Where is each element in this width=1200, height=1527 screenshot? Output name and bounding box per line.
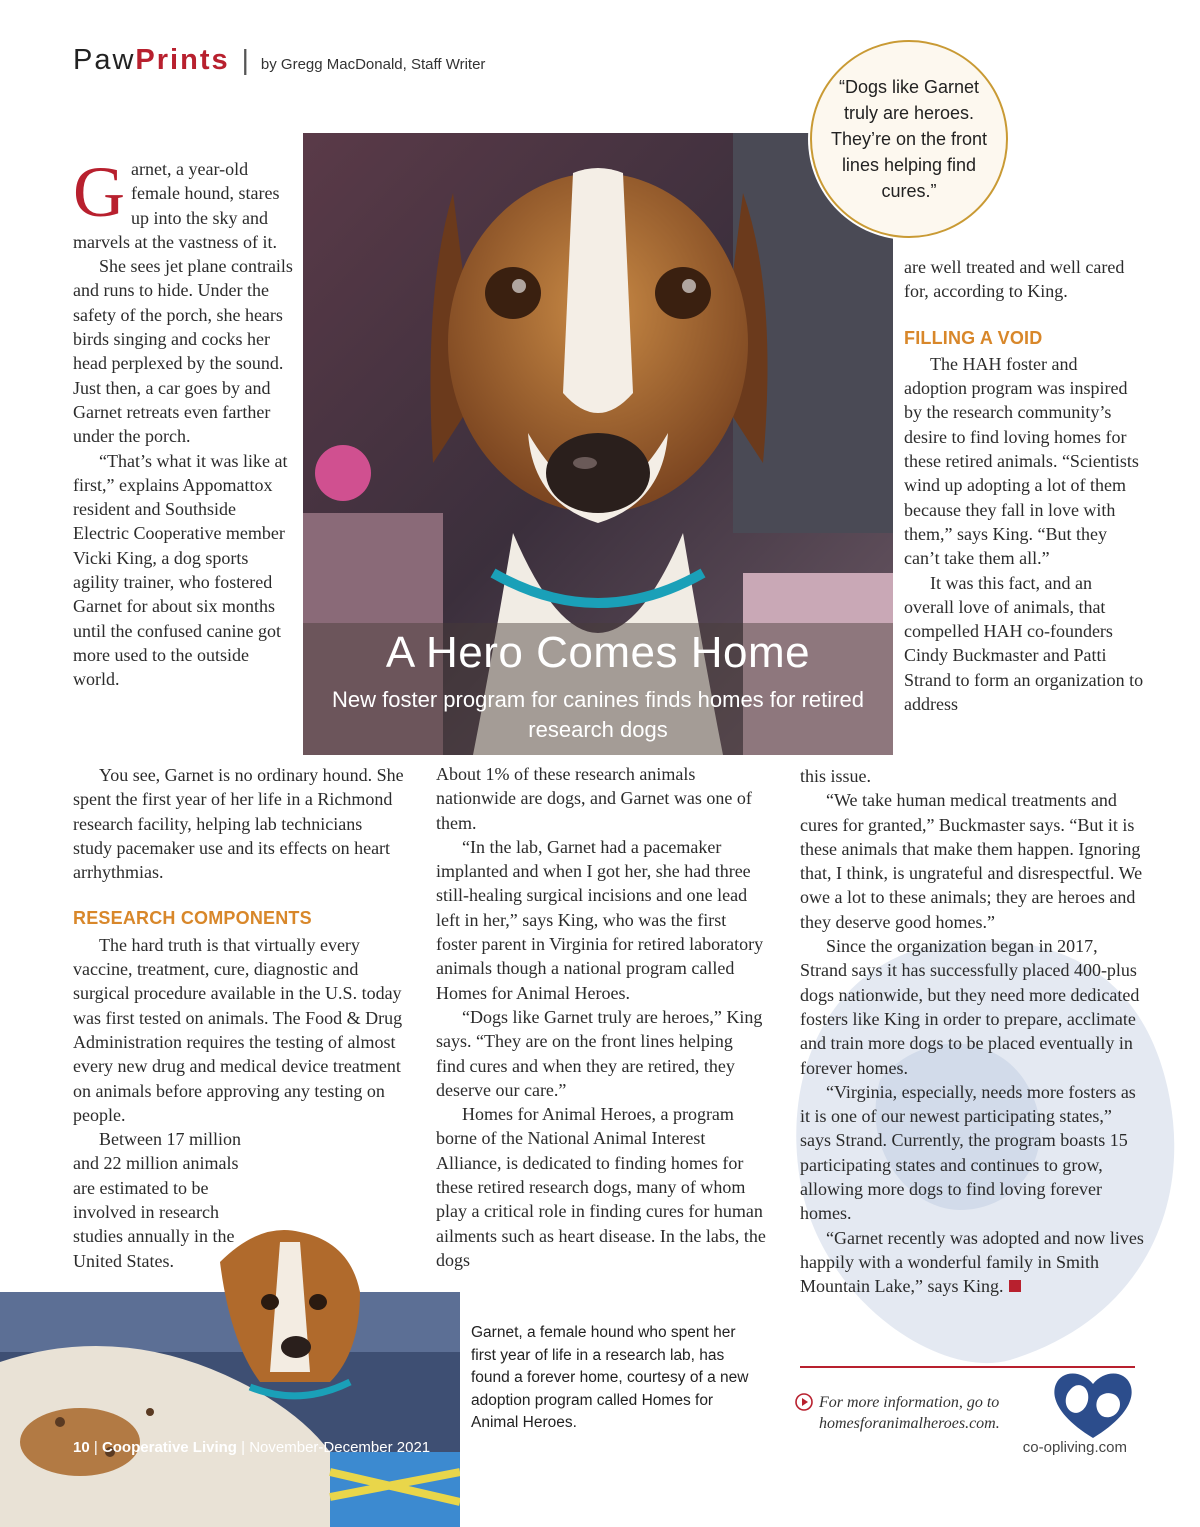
paragraph: She sees jet plane contrails and runs to hide. Under the safety of the porch, she hears birds singing and cocks her head perplexed by the sound. Just then, a car goes by and Garnet retreats even farther under the porch. <box>73 256 293 447</box>
garnet-lying-photo <box>0 1222 460 1527</box>
paragraph: It was this fact, and an overall love of animals, that compelled HAH co-founders Cindy Buckmaster and Patti Strand to form an organization to address <box>904 572 1144 715</box>
article-column-3-bottom <box>800 764 1145 1299</box>
paragraph: You see, Garnet is no ordinary hound. She spent the first year of her life in a Richmond research facility, helping lab technicians study pacemaker use and its effects on heart arrhythmias. <box>73 765 404 883</box>
paragraph: “We take human medical treatments and cures for granted,” Buckmaster says. “But it is these animals that make them happen. Ignoring that, I think, is ungrateful and disrespectful. We owe a lot to these animals; they are heroes and they deserve good homes.” <box>800 790 1143 932</box>
page-header <box>73 44 485 77</box>
article-column-1-bottom <box>73 763 405 1273</box>
section-heading-void: FILLING A VOID <box>904 327 1043 348</box>
paragraph: The hard truth is that virtually every vaccine, treatment, cure, diagnostic and surgical procedure available in the U.S. today was first tested on animals. The Food & Drug Administration requires the testing of almost every new drug and medical device treatment on animals before approving any testing on people. <box>73 934 403 1125</box>
pull-quote: “Dogs like Garnet truly are heroes. They’re on the front lines helping find cures.” <box>810 40 1008 238</box>
byline: by Gregg MacDonald, Staff Writer <box>260 56 486 73</box>
paragraph: “In the lab, Garnet had a pacemaker implanted and when I got her, she had three still-healing surgical incisions and one lead left in her,” says King, who was the first foster parent in Virginia for retired laboratory animals though a national program called Homes for Animal Heroes. <box>436 836 764 1003</box>
hound-lying-illustration <box>0 1222 460 1527</box>
footer-left: 10 | Cooperative Living | November-December 2021 <box>73 1439 431 1456</box>
paragraph: Between 17 million and 22 million animals are estimated to be involved in research studies annually in the United States. <box>73 1129 241 1271</box>
paragraph: “Dogs like Garnet truly are heroes,” King says. “They are on the front lines helping find cures and when they are retired, they deserve our care.” <box>436 1006 763 1100</box>
article-title: A Hero Comes Home <box>385 628 811 677</box>
article-subtitle: New foster program for canines finds homes for retired research dogs <box>332 687 864 742</box>
paragraph: Since the organization began in 2017, Strand says it has successfully placed 400-plus dogs nationwide, but they need more dedicated fosters like King in order to prepare, acclimate and train more dogs to be placed eventually in forever homes. <box>800 936 1140 1078</box>
article-column-1-top <box>73 152 295 692</box>
issue-date: November-December 2021 <box>249 1439 431 1456</box>
paragraph-final: “Garnet recently was adopted and now lives happily with a wonderful family in Smith Mountain Lake,” says King. <box>800 1227 1144 1297</box>
header-separator: | <box>241 44 249 75</box>
hero-photo <box>303 133 893 755</box>
drop-cap: G <box>73 152 125 232</box>
play-icon <box>795 1393 813 1411</box>
paragraph: are well treated and well cared for, according to King. <box>904 257 1125 302</box>
homes-for-animal-heroes-logo <box>1050 1368 1136 1440</box>
more-info <box>795 1392 1055 1434</box>
paragraph-intro: Garnet, a year-old female hound, stares up into the sky and marvels at the vastness of it. <box>73 152 280 252</box>
section-heading-research: RESEARCH COMPONENTS <box>73 908 312 929</box>
paragraph: About 1% of these research animals nationwide are dogs, and Garnet was one of them. <box>436 764 752 833</box>
brand-prints: Prints <box>135 44 230 76</box>
footer-website[interactable]: co-opliving.com <box>1022 1439 1127 1456</box>
brand-paw: Paw <box>73 44 136 76</box>
end-mark-icon <box>1009 1280 1021 1292</box>
paragraph: The HAH foster and adoption program was inspired by the research community’s desire to find loving homes for these retired animals. “Scientists wind up adopting a lot of them because they fall in love with them,” says King. “But they can’t take them all.” <box>904 353 1139 569</box>
paragraph: “That’s what it was like at first,” explains Appomattox resident and Southside Electric Cooperative member Vicki King, a dog sports agility trainer, who fostered Garnet for about six months until the confused canine got more used to the outside world. <box>73 450 288 690</box>
paragraph: “Virginia, especially, needs more fosters as it is one of our newest participating states,” says Strand. Currently, the program boasts 15 participating states and continues to grow, allowing more dogs to find loving forever homes. <box>800 1081 1136 1224</box>
publication-name: Cooperative Living <box>101 1439 237 1456</box>
paragraph: this issue. <box>800 766 872 786</box>
more-info-link[interactable]: homesforanimalheroes.com. <box>819 1415 1000 1432</box>
more-info-text: For more information, go to <box>819 1394 1000 1411</box>
photo-caption: Garnet, a female hound who spent her first year of life in a research lab, has found a forever home, courtesy of a new adoption program called Homes for Animal Heroes. <box>471 1324 749 1431</box>
paragraph: Homes for Animal Heroes, a program borne of the National Animal Interest Alliance, is dedicated to finding homes for these retired research dogs, many of whom play a critical role in finding cures for human ailments such as heart disease. In the labs, the dogs <box>436 1104 766 1270</box>
article-column-3-top <box>904 255 1144 716</box>
article-column-2 <box>436 762 766 1272</box>
page-number: 10 <box>73 1439 90 1456</box>
